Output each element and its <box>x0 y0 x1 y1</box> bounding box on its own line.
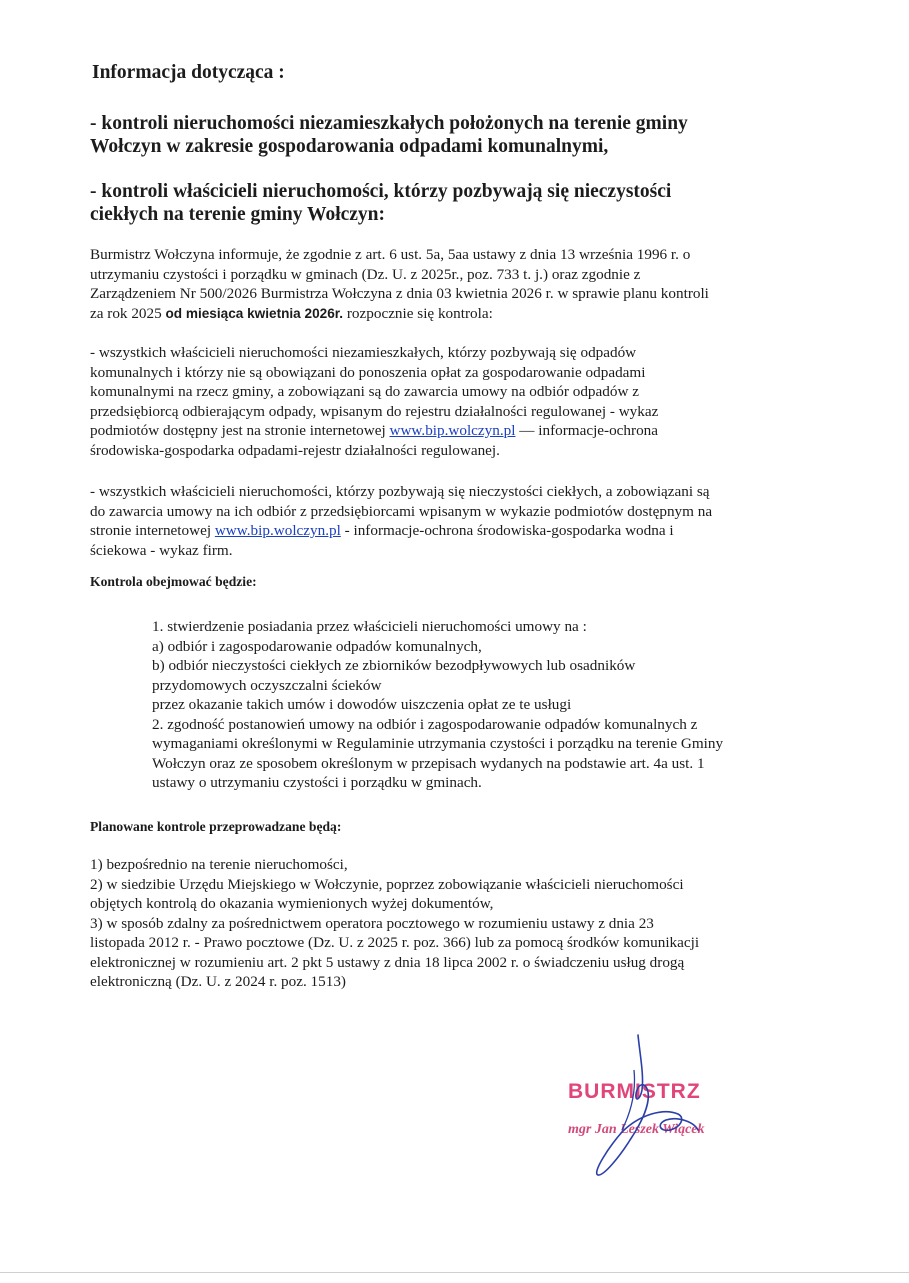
scope-item: 2. zgodność postanowień umowy na odbiór i zagospodarowanie odpadów komunalnych z <box>152 715 698 733</box>
plan-item: 3) w sposób zdalny za pośrednictwem operatora pocztowego w rozumieniu ustawy z dnia 23 <box>90 914 654 932</box>
page-bottom-edge <box>0 1272 909 1273</box>
scope-title: Kontrola obejmować będzie: <box>90 574 257 589</box>
intro-line-last <box>90 304 820 324</box>
liquid-line-last: ściekowa - wykaz firm. <box>90 541 233 559</box>
intro-last-suffix: rozpocznie się kontrola: <box>343 304 493 322</box>
waste-line: - wszystkich właścicieli nieruchomości niezamieszkałych, którzy pozbywają się odpadów <box>90 344 637 361</box>
intro-line: utrzymaniu czystości i porządku w gminach (Dz. U. z 2025r., poz. 733 t. j.) oraz zgodnie z <box>90 265 641 283</box>
signature-stamp-title: BURMISTRZ <box>568 1080 701 1103</box>
plan-item: objętych kontrolą do okazania wymienionych wyżej dokumentów, <box>90 895 494 912</box>
scope-list <box>152 617 812 793</box>
signature-stamp-name: mgr Jan Leszek Wiącek <box>568 1122 705 1137</box>
bip-link[interactable]: www.bip.wolczyn.pl <box>389 422 516 439</box>
waste-owners-paragraph <box>90 343 820 460</box>
bip-link-2[interactable]: www.bip.wolczyn.pl <box>214 522 341 539</box>
scope-item: przez okazanie takich umów i dowodów uiszczenia opłat ze te usługi <box>152 696 572 713</box>
plan-title: Planowane kontrole przeprowadzane będą: <box>90 819 342 834</box>
intro-date-emphasis: od miesiąca kwietnia 2026r. <box>165 305 344 321</box>
waste-line-last: środowiska-gospodarka odpadami-rejestr działalności regulowanej. <box>90 441 500 459</box>
plan-item: 1) bezpośrednio na terenie nieruchomości, <box>90 856 348 873</box>
waste-link-prefix: podmiotów dostępny jest na stronie internetowej <box>90 422 390 439</box>
document-heading: Informacja dotycząca : <box>92 62 285 83</box>
handwritten-signature <box>560 1030 760 1180</box>
waste-line: przedsiębiorcą odbierającym odpady, wpisanym do rejestru działalności regulowanej - wykaz <box>90 402 659 420</box>
scope-item: a) odbiór i zagospodarowanie odpadów komunalnych, <box>152 637 482 655</box>
scope-item: wymaganiami określonymi w Regulaminie utrzymania czystości i porządku na terenie Gminy <box>152 735 724 752</box>
scope-item: przydomowych oczyszczalni ścieków <box>152 676 382 694</box>
intro-last-prefix: za rok 2025 <box>90 304 166 322</box>
liquid-link-prefix: stronie internetowej <box>90 522 215 539</box>
intro-line: Burmistrz Wołczyna informuje, że zgodnie z art. 6 ust. 5a, 5aa ustawy z dnia 13 września 1996 r. o <box>90 246 691 263</box>
plan-item: listopada 2012 r. - Prawo pocztowe (Dz. U. z 2025 r. poz. 366) lub za pomocą środków komunikacji <box>90 934 700 951</box>
subject-item-2-line-1: - kontroli właścicieli nieruchomości, którzy pozbywają się nieczystości <box>90 181 672 202</box>
plan-item: 2) w siedzibie Urzędu Miejskiego w Wołczynie, poprzez zobowiązanie właścicieli nieruchomości <box>90 875 684 893</box>
waste-link-suffix: — informacje-ochrona <box>515 422 658 439</box>
scope-item: 1. stwierdzenie posiadania przez właścicieli nieruchomości umowy na : <box>152 618 587 635</box>
subject-item-2 <box>90 180 810 226</box>
liquid-link-line <box>90 521 820 541</box>
subject-item-1 <box>90 112 810 158</box>
intro-line: Zarządzeniem Nr 500/2026 Burmistrza Wołczyna z dnia 03 kwietnia 2026 r. w sprawie planu kontroli <box>90 285 709 302</box>
scope-item: ustawy o utrzymaniu czystości i porządku w gminach. <box>152 774 482 791</box>
waste-link-line <box>90 421 820 441</box>
liquid-line: - wszystkich właścicieli nieruchomości, którzy pozbywają się nieczystości ciekłych, a zobowiązani są <box>90 483 710 500</box>
plan-list <box>90 855 820 992</box>
plan-item: elektroniczną (Dz. U. z 2024 r. poz. 1513) <box>90 973 346 990</box>
liquid-line: do zawarcia umowy na ich odbiór z przedsiębiorcami wpisanym w wykazie podmiotów dostępnym na <box>90 502 713 520</box>
subject-item-1-line-1: - kontroli nieruchomości niezamieszkałych położonych na terenie gminy <box>90 113 688 134</box>
waste-line: komunalnych i którzy nie są obowiązani do ponoszenia opłat za gospodarowanie odpadami <box>90 363 646 381</box>
subject-item-2-line-2: ciekłych na terenie gminy Wołczyn: <box>90 204 386 225</box>
scope-item: b) odbiór nieczystości ciekłych ze zbiorników bezodpływowych lub osadników <box>152 657 636 674</box>
scope-item: Wołczyn oraz ze sposobem określonym w przepisach wydanych na podstawie art. 4a ust. 1 <box>152 754 705 772</box>
intro-paragraph <box>90 245 820 323</box>
plan-item: elektronicznej w rozumieniu art. 2 pkt 5 ustawy z dnia 18 lipca 2002 r. o świadczeniu usług drogą <box>90 953 685 971</box>
liquid-waste-paragraph <box>90 482 820 560</box>
liquid-link-suffix: - informacje-ochrona środowiska-gospodarka wodna i <box>340 522 674 539</box>
waste-line: komunalnymi na rzecz gminy, a zobowiązani są do zawarcia umowy na odbiór odpadów z <box>90 383 639 400</box>
subject-item-1-line-2: Wołczyn w zakresie gospodarowania odpadami komunalnymi, <box>90 136 609 157</box>
